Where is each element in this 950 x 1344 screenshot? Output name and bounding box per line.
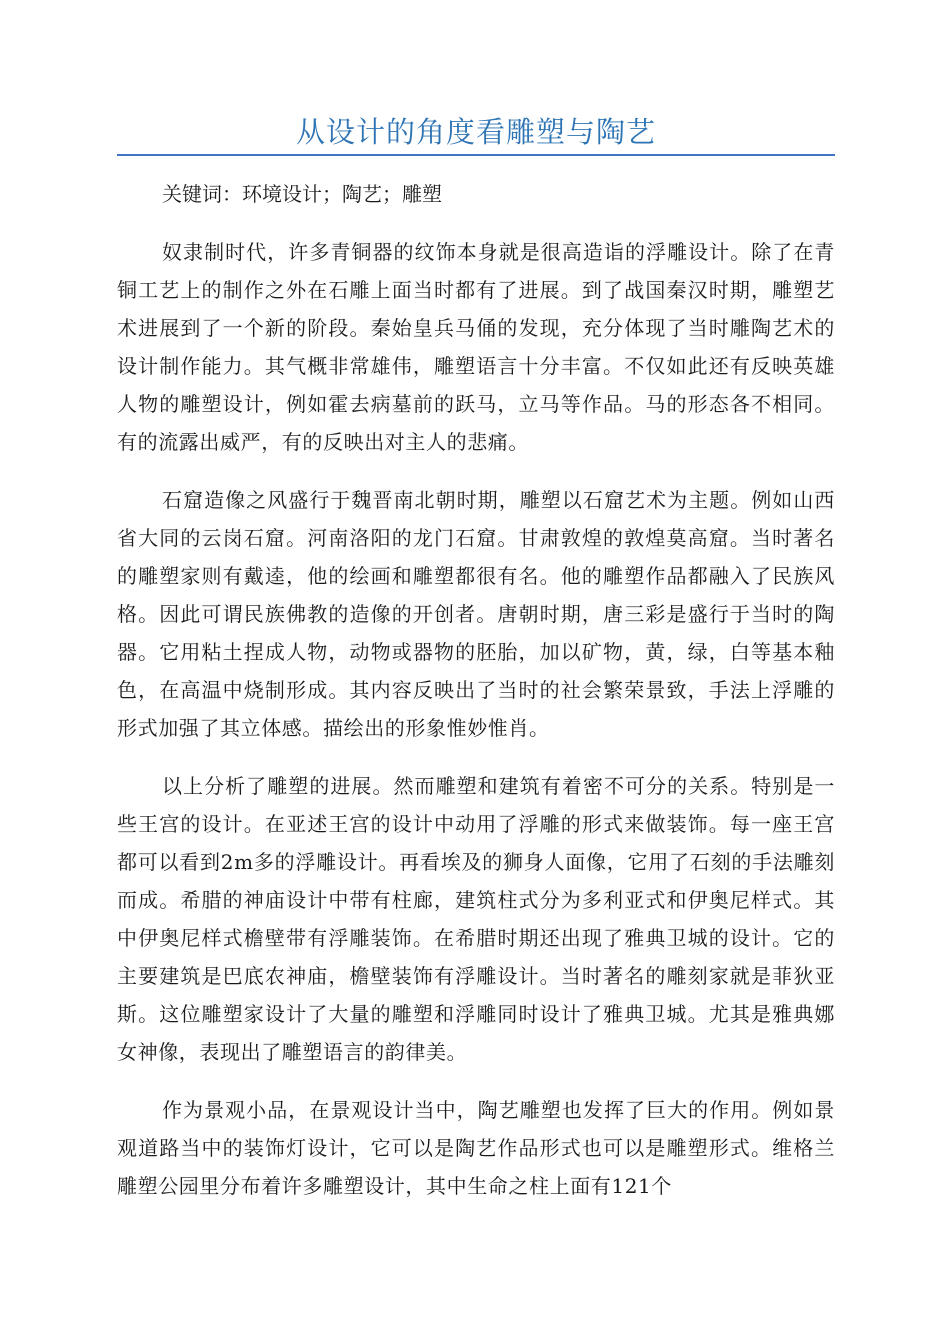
paragraph-1: 奴隶制时代，许多青铜器的纹饰本身就是很高造诣的浮雕设计。除了在青铜工艺上的制作之外在石雕上面当时都有了进展。到了战国秦汉时期，雕塑艺术进展到了一个新的阶段。秦始皇兵马俑的发现，充分体现了当时雕陶艺术的设计制作能力。其气概非常雄伟，雕塑语言十分丰富。不仅如此还有反映英雄人物的雕塑设计，例如霍去病墓前的跃马，立马等作品。马的形态各不相同。有的流露出威严，有的反映出对主人的悲痛。 xyxy=(117,240,835,454)
document-body xyxy=(117,175,835,1225)
title-underline xyxy=(117,154,835,156)
paragraph-3: 以上分析了雕塑的进展。然而雕塑和建筑有着密不可分的关系。特别是一些王宫的设计。在亚述王宫的设计中动用了浮雕的形式来做装饰。每一座王宫都可以看到2m多的浮雕设计。再看埃及的狮身人面像，它用了石刻的手法雕刻而成。希腊的神庙设计中带有柱廊，建筑柱式分为多利亚式和伊奥尼样式。其中伊奥尼样式檐壁带有浮雕装饰。在希腊时期还出现了雅典卫城的设计。它的主要建筑是巴底农神庙，檐壁装饰有浮雕设计。当时著名的雕刻家就是菲狄亚斯。这位雕塑家设计了大量的雕塑和浮雕同时设计了雅典卫城。尤其是雅典娜女神像，表现出了雕塑语言的韵律美。 xyxy=(117,774,835,1064)
document-title: 从设计的角度看雕塑与陶艺 xyxy=(295,115,656,149)
keywords-line: 关键词：环境设计；陶艺；雕塑 xyxy=(162,182,442,206)
paragraph-4: 作为景观小品，在景观设计当中，陶艺雕塑也发挥了巨大的作用。例如景观道路当中的装饰灯设计，它可以是陶艺作品形式也可以是雕塑形式。维格兰雕塑公园里分布着许多雕塑设计，其中生命之柱上面有121个 xyxy=(117,1098,835,1198)
paragraph-2: 石窟造像之风盛行于魏晋南北朝时期，雕塑以石窟艺术为主题。例如山西省大同的云岗石窟。河南洛阳的龙门石窟。甘肃敦煌的敦煌莫高窟。当时著名的雕塑家则有戴逵，他的绘画和雕塑都很有名。他的雕塑作品都融入了民族风格。因此可谓民族佛教的造像的开创者。唐朝时期，唐三彩是盛行于当时的陶器。它用粘土捏成人物，动物或器物的胚胎，加以矿物，黄，绿，白等基本釉色，在高温中烧制形成。其内容反映出了当时的社会繁荣景致，手法上浮雕的形式加强了其立体感。描绘出的形象惟妙惟肖。 xyxy=(117,488,835,740)
